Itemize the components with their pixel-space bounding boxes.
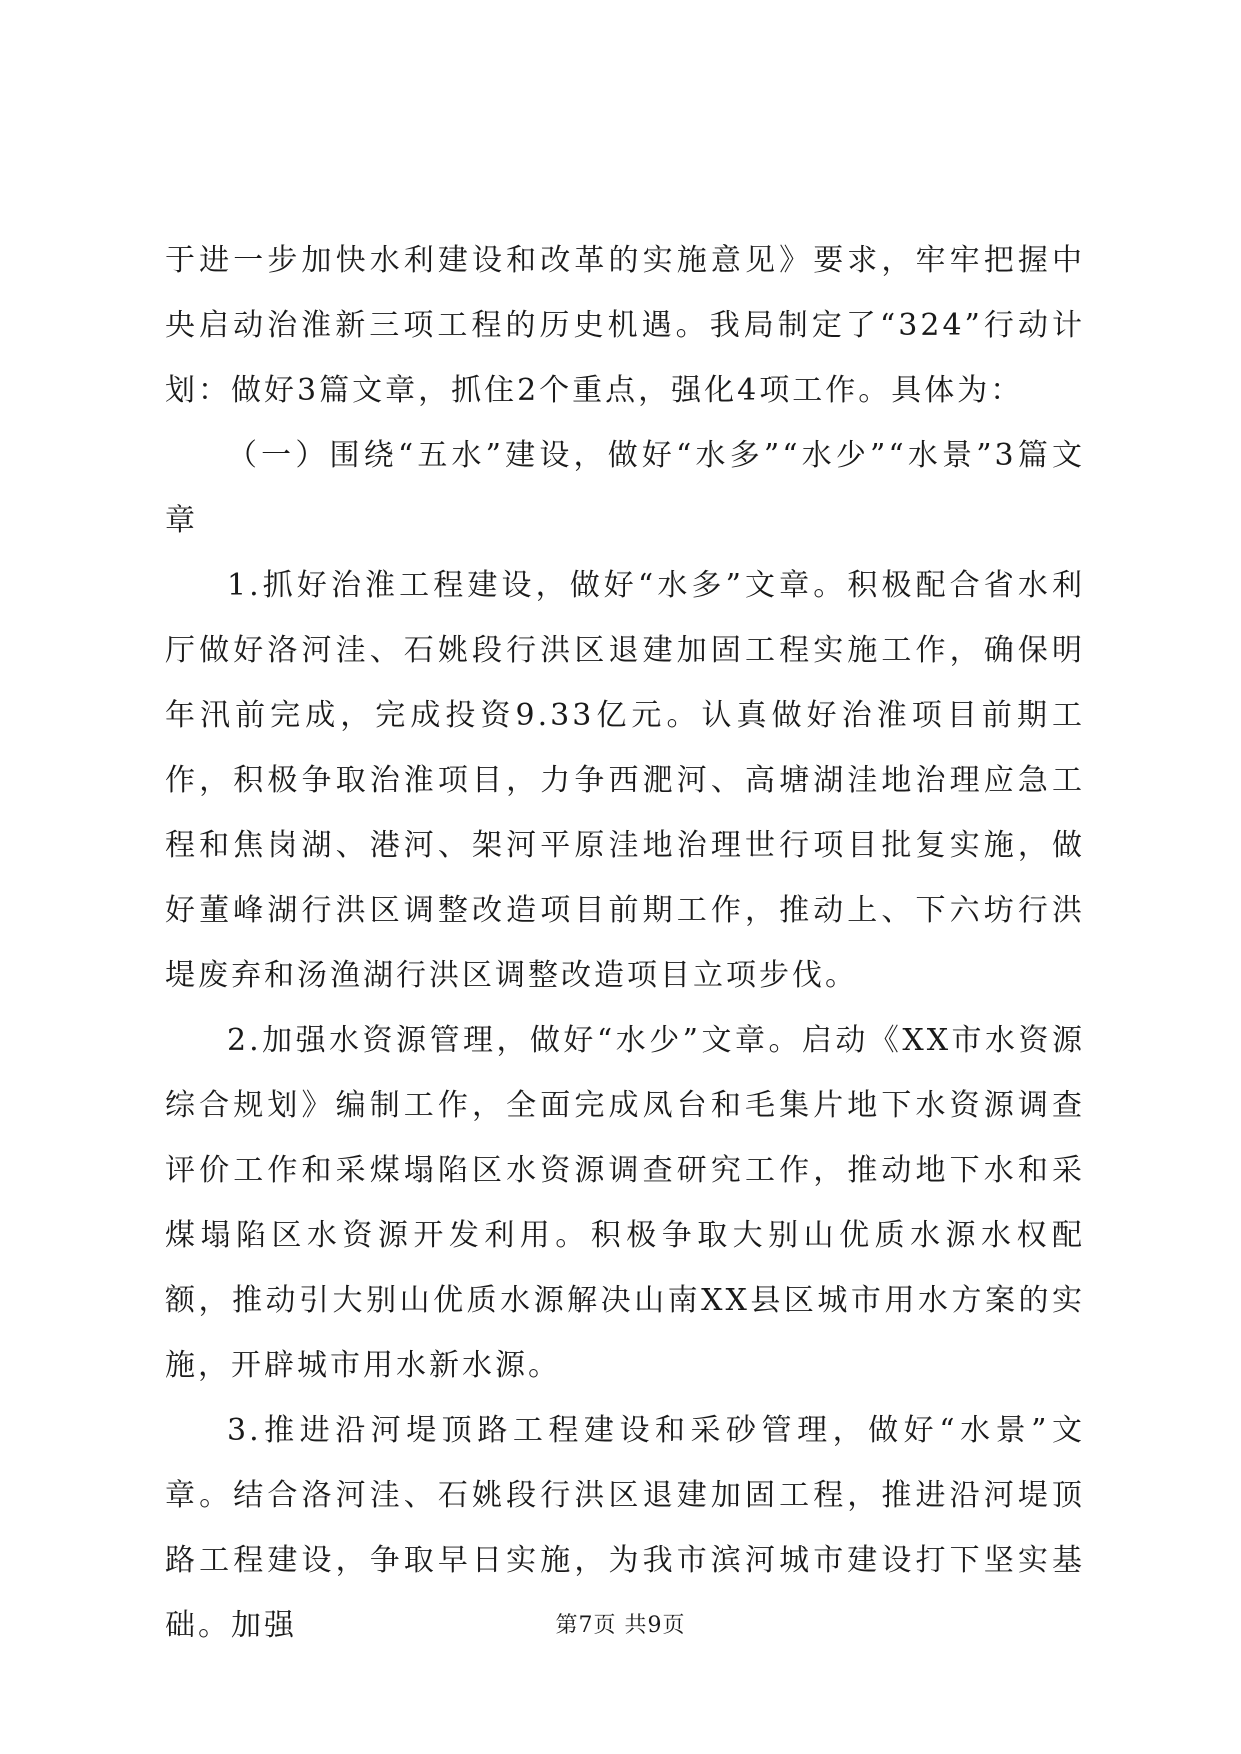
paragraph-item-3: 3.推进沿河堤顶路工程建设和采砂管理，做好“水景”文章。结合洛河洼、石姚段行洪区退建加固工程，推进沿河堤顶路工程建设，争取早日实施，为我市滨河城市建设打下坚实基础。加强 xyxy=(165,1413,1085,1643)
paragraph-item-1: 1.抓好治淮工程建设，做好“水多”文章。积极配合省水利厅做好洛河洼、石姚段行洪区退建加固工程实施工作，确保明年汛前完成，完成投资9.33亿元。认真做好治淮项目前期工作，积极争取治淮项目，力争西淝河、高塘湖洼地治理应急工程和焦岗湖、港河、架河平原洼地治理世行项目批复实施，做好董峰湖行洪区调整改造项目前期工作，推动上、下六坊行洪堤废弃和汤渔湖行洪区调整改造项目立项步伐。 xyxy=(165,568,1085,993)
document-body xyxy=(165,228,1085,1658)
section-heading-one: （一）围绕“五水”建设，做好“水多”“水少”“水景”3篇文章 xyxy=(165,438,1085,538)
page-number-footer: 第7页 共9页 xyxy=(555,1613,686,1638)
paragraph-item-2: 2.加强水资源管理，做好“水少”文章。启动《XX市水资源综合规划》编制工作，全面完成凤台和毛集片地下水资源调查评价工作和采煤塌陷区水资源调查研究工作，推动地下水和采煤塌陷区水资源开发利用。积极争取大别山优质水源水权配额，推动引大别山优质水源解决山南XX县区城市用水方案的实施，开辟城市用水新水源。 xyxy=(165,1023,1085,1383)
paragraph-intro: 于进一步加快水利建设和改革的实施意见》要求，牢牢把握中央启动治淮新三项工程的历史机遇。我局制定了“324”行动计划：做好3篇文章，抓住2个重点，强化4项工作。具体为： xyxy=(165,243,1085,408)
